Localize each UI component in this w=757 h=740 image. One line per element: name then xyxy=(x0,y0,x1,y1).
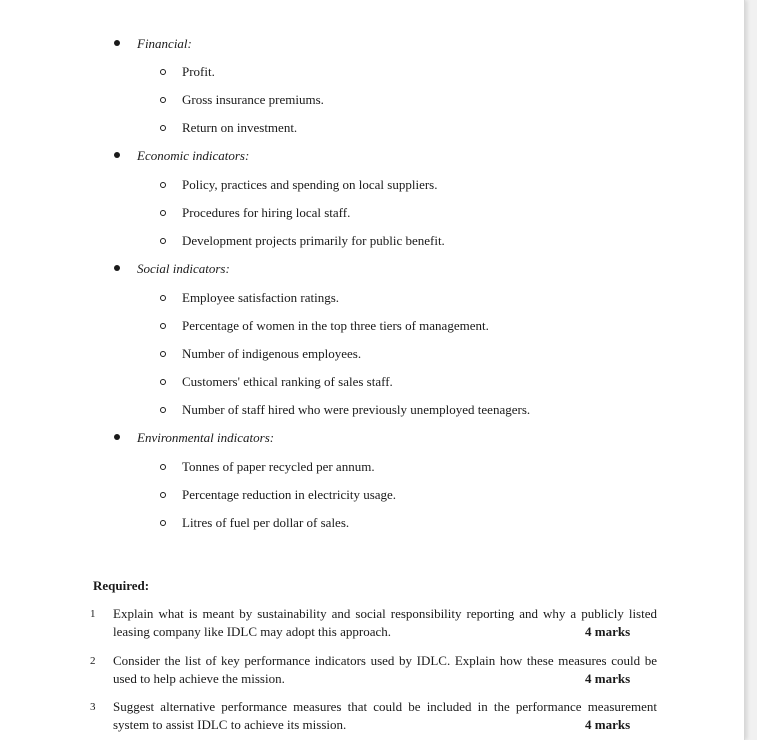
category-label: Financial: xyxy=(137,36,192,51)
circle-bullet-icon xyxy=(160,97,166,103)
circle-bullet-icon xyxy=(160,351,166,357)
list-item-text: Customers' ethical ranking of sales staff. xyxy=(182,374,393,389)
circle-bullet-icon xyxy=(160,238,166,244)
circle-bullet-icon xyxy=(160,492,166,498)
list-item-text: Number of staff hired who were previously unemployed teenagers. xyxy=(182,402,531,417)
question-marks: 4 marks xyxy=(585,624,631,639)
list-item-text: Number of indigenous employees. xyxy=(182,346,362,361)
question-number: 2 xyxy=(90,655,96,667)
question-number: 1 xyxy=(90,608,96,620)
question-text: Consider the list of key performance indicators used by IDLC. Explain how these measures could be used to help achieve the mission. xyxy=(113,653,657,686)
circle-bullet-icon xyxy=(160,295,166,301)
category-label: Economic indicators: xyxy=(137,148,250,163)
list-item-text: Return on investment. xyxy=(182,120,298,135)
list-item-text: Percentage of women in the top three tiers of management. xyxy=(182,318,489,333)
circle-bullet-icon xyxy=(160,407,166,413)
list-item-text: Employee satisfaction ratings. xyxy=(182,290,340,305)
circle-bullet-icon xyxy=(160,379,166,385)
question-marks: 4 marks xyxy=(585,671,631,686)
question-number: 3 xyxy=(90,701,96,713)
bullet-icon xyxy=(114,434,120,440)
circle-bullet-icon xyxy=(160,323,166,329)
category-label: Social indicators: xyxy=(137,261,230,276)
circle-bullet-icon xyxy=(160,69,166,75)
list-item-text: Profit. xyxy=(182,64,215,79)
required-heading: Required: xyxy=(93,578,150,593)
list-item-text: Gross insurance premiums. xyxy=(182,92,324,107)
question-marks: 4 marks xyxy=(585,717,631,732)
category-label: Environmental indicators: xyxy=(137,430,275,445)
circle-bullet-icon xyxy=(160,182,166,188)
list-item-text: Percentage reduction in electricity usage. xyxy=(182,487,397,502)
bullet-icon xyxy=(114,152,120,158)
circle-bullet-icon xyxy=(160,125,166,131)
list-item-text: Tonnes of paper recycled per annum. xyxy=(182,459,375,474)
list-item-text: Development projects primarily for public benefit. xyxy=(182,233,445,248)
question-text: Suggest alternative performance measures that could be included in the performance measurement system to assist IDLC to achieve its mission. xyxy=(113,699,657,732)
circle-bullet-icon xyxy=(160,520,166,526)
bullet-icon xyxy=(114,265,120,271)
list-item-text: Litres of fuel per dollar of sales. xyxy=(182,515,350,530)
bullet-icon xyxy=(114,40,120,46)
list-item-text: Procedures for hiring local staff. xyxy=(182,205,351,220)
circle-bullet-icon xyxy=(160,210,166,216)
circle-bullet-icon xyxy=(160,464,166,470)
list-item-text: Policy, practices and spending on local suppliers. xyxy=(182,177,438,192)
question-text: Explain what is meant by sustainability and social responsibility reporting and why a publicly listed leasing company like IDLC may adopt this approach. xyxy=(113,606,657,639)
